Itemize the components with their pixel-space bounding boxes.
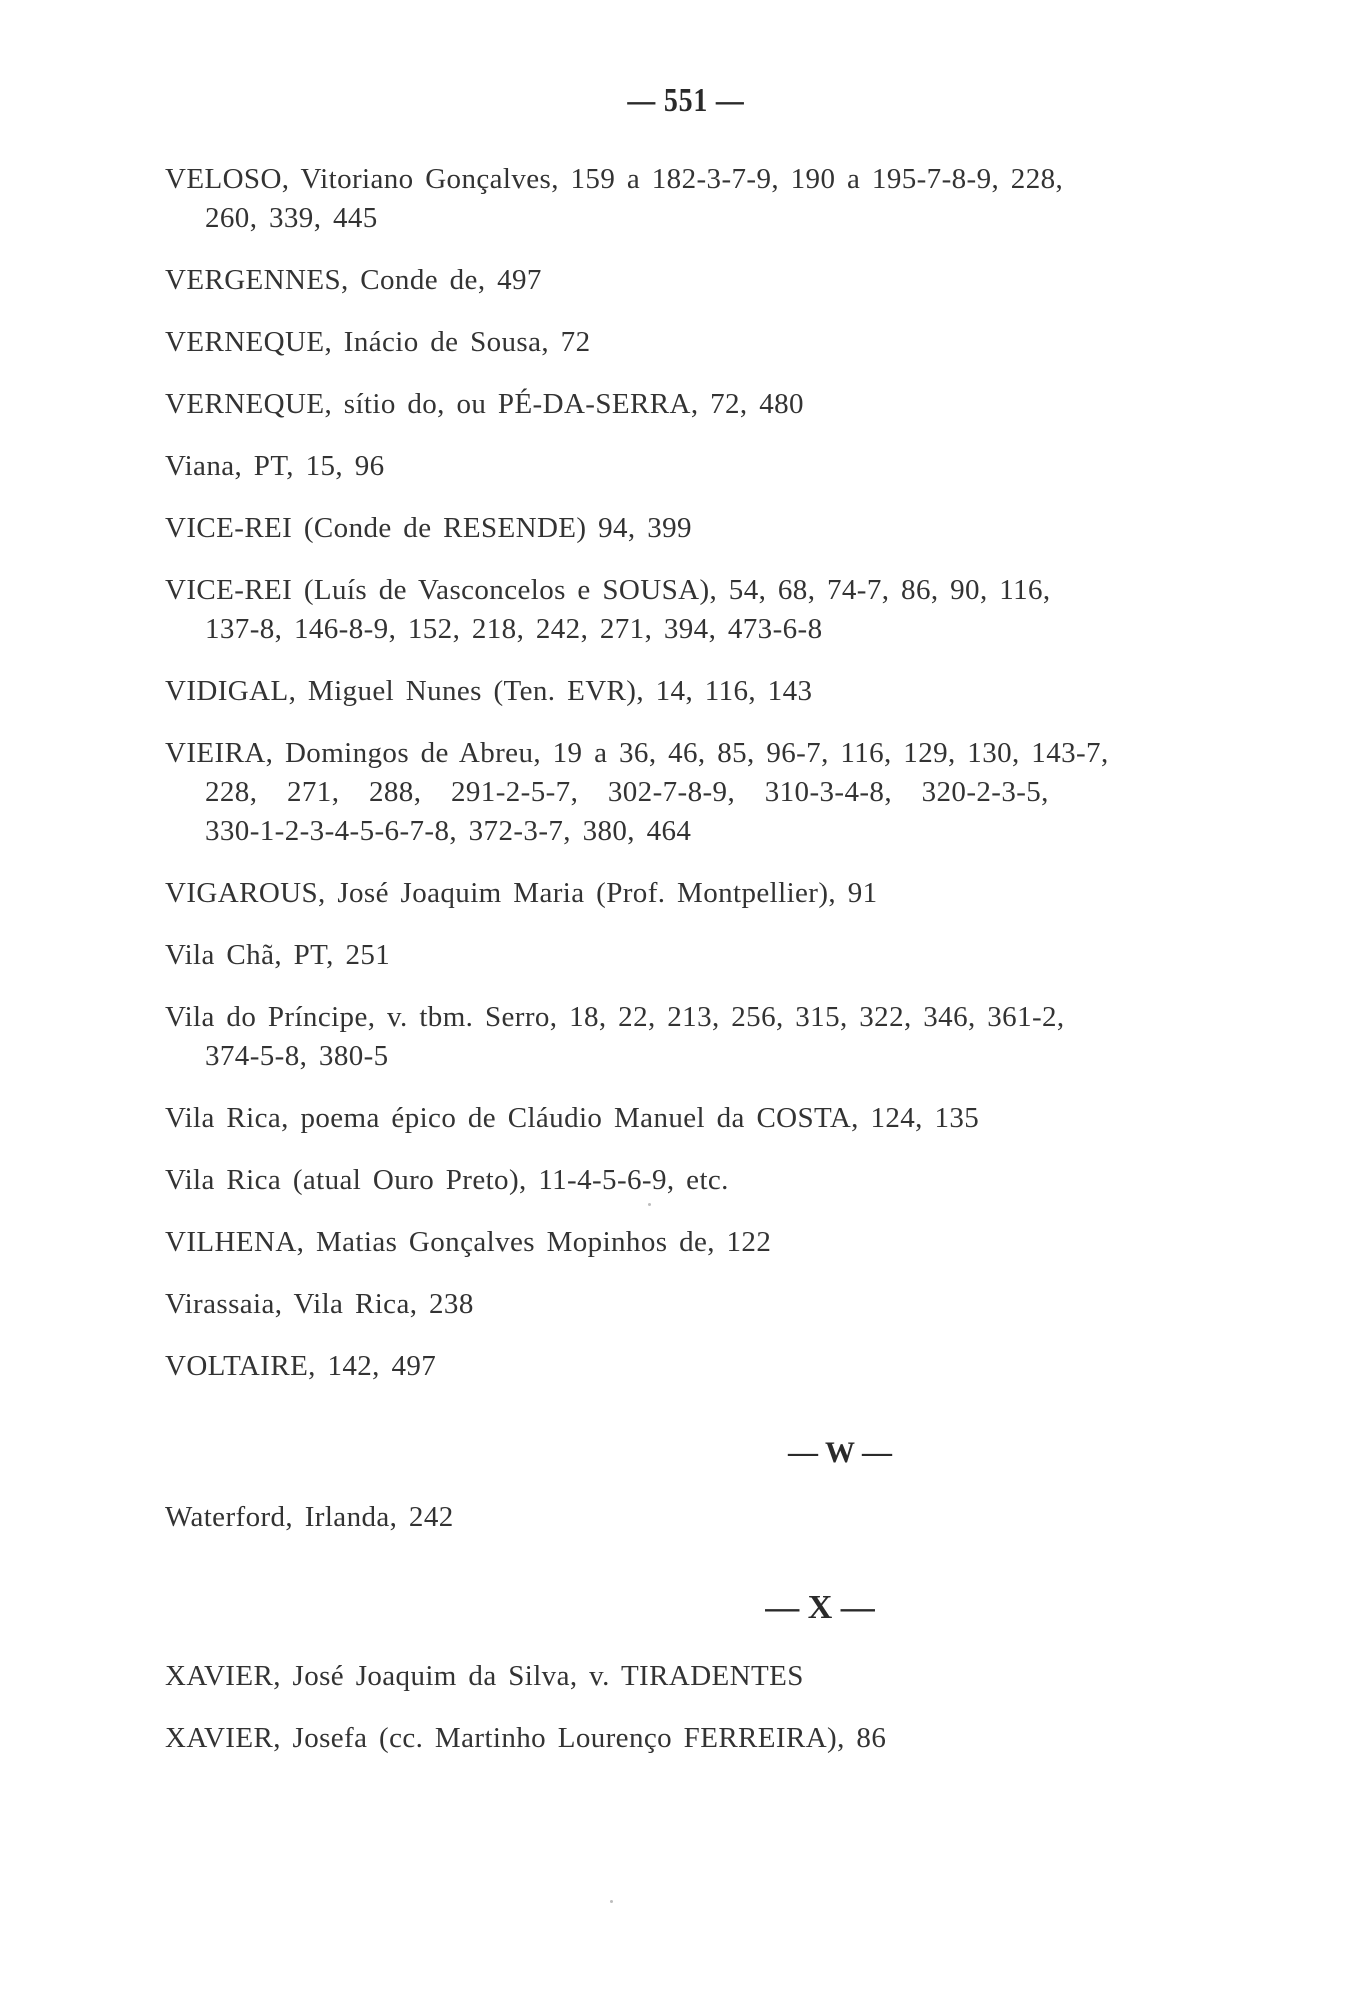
entry-line: VERGENNES, Conde de, 497 (165, 264, 542, 296)
index-entry-vila-do-principe (165, 998, 1255, 1076)
entry-line: VIGAROUS, José Joaquim Maria (Prof. Montpellier), 91 (165, 877, 878, 909)
entry-line: VICE-REI (Conde de RESENDE) 94, 399 (165, 512, 692, 544)
entry-line: VILHENA, Matias Gonçalves Mopinhos de, 122 (165, 1226, 772, 1258)
page-number: — 551 — (627, 82, 745, 119)
entry-continuation-line: 260, 339, 445 (205, 202, 378, 234)
index-entry-verneque-sitio (165, 385, 1255, 424)
index-entry-vilhena (165, 1223, 1255, 1262)
entry-line: Vila Rica, poema épico de Cláudio Manuel da COSTA, 124, 135 (165, 1102, 980, 1134)
section-letter-heading: — W — (788, 1436, 892, 1469)
section-x (165, 1589, 1255, 1758)
index-entry-vice-rei-sousa (165, 571, 1255, 649)
section-v (165, 160, 1255, 1386)
entry-line: VIEIRA, Domingos de Abreu, 19 a 36, 46, 85, 96-7, 116, 129, 130, 143-7, (165, 737, 1109, 769)
index-entry-xavier-josefa (165, 1719, 1255, 1758)
entry-line: Viana, PT, 15, 96 (165, 450, 385, 482)
section-w (165, 1436, 1255, 1537)
entry-continuation-line: 374-5-8, 380-5 (205, 1040, 389, 1072)
index-entry-vigarous (165, 874, 1255, 913)
index-entry-voltaire (165, 1347, 1255, 1386)
entry-line: VIDIGAL, Miguel Nunes (Ten. EVR), 14, 116, 143 (165, 675, 813, 707)
entry-line: VERNEQUE, sítio do, ou PÉ-DA-SERRA, 72, 480 (165, 388, 804, 420)
entry-line: XAVIER, José Joaquim da Silva, v. TIRADENTES (165, 1660, 804, 1692)
index-entry-virassaia (165, 1285, 1255, 1324)
index-entry-vieira (165, 734, 1255, 851)
index-entry-vergennes (165, 261, 1255, 300)
scan-speck (610, 1900, 613, 1903)
entry-line: Waterford, Irlanda, 242 (165, 1501, 454, 1533)
index-entry-viana (165, 447, 1255, 486)
index-entry-verneque-inacio (165, 323, 1255, 362)
entry-continuation-line: 330-1-2-3-4-5-6-7-8, 372-3-7, 380, 464 (205, 815, 692, 847)
index-entry-vila-cha (165, 936, 1255, 975)
entry-line: Vila Chã, PT, 251 (165, 939, 391, 971)
index-entry-vidigal (165, 672, 1255, 711)
index-entry-vice-rei-resende (165, 509, 1255, 548)
entry-line: Vila Rica (atual Ouro Preto), 11-4-5-6-9, etc. (165, 1164, 729, 1196)
index-entry-waterford (165, 1498, 1255, 1537)
entry-line: Vila do Príncipe, v. tbm. Serro, 18, 22, 213, 256, 315, 322, 346, 361-2, (165, 1001, 1065, 1033)
entry-continuation-line: 137-8, 146-8-9, 152, 218, 242, 271, 394, 473-6-8 (205, 613, 823, 645)
index-list (165, 160, 1255, 1781)
entry-line: XAVIER, Josefa (cc. Martinho Lourenço FERREIRA), 86 (165, 1722, 887, 1754)
entry-line: VERNEQUE, Inácio de Sousa, 72 (165, 326, 591, 358)
index-entry-vila-rica-poema (165, 1099, 1255, 1138)
entry-line: VOLTAIRE, 142, 497 (165, 1350, 437, 1382)
index-entry-xavier-jose (165, 1657, 1255, 1696)
entry-line: Virassaia, Vila Rica, 238 (165, 1288, 474, 1320)
section-letter-heading: — X — (765, 1589, 875, 1626)
scan-speck (648, 1203, 651, 1206)
entry-continuation-line: 228, 271, 288, 291-2-5-7, 302-7-8-9, 310-3-4-8, 320-2-3-5, (205, 776, 1049, 808)
entry-line: VELOSO, Vitoriano Gonçalves, 159 a 182-3-7-9, 190 a 195-7-8-9, 228, (165, 163, 1064, 195)
index-entry-veloso (165, 160, 1255, 238)
entry-line: VICE-REI (Luís de Vasconcelos e SOUSA), 54, 68, 74-7, 86, 90, 116, (165, 574, 1051, 606)
index-entry-vila-rica-ouro-preto (165, 1161, 1255, 1200)
